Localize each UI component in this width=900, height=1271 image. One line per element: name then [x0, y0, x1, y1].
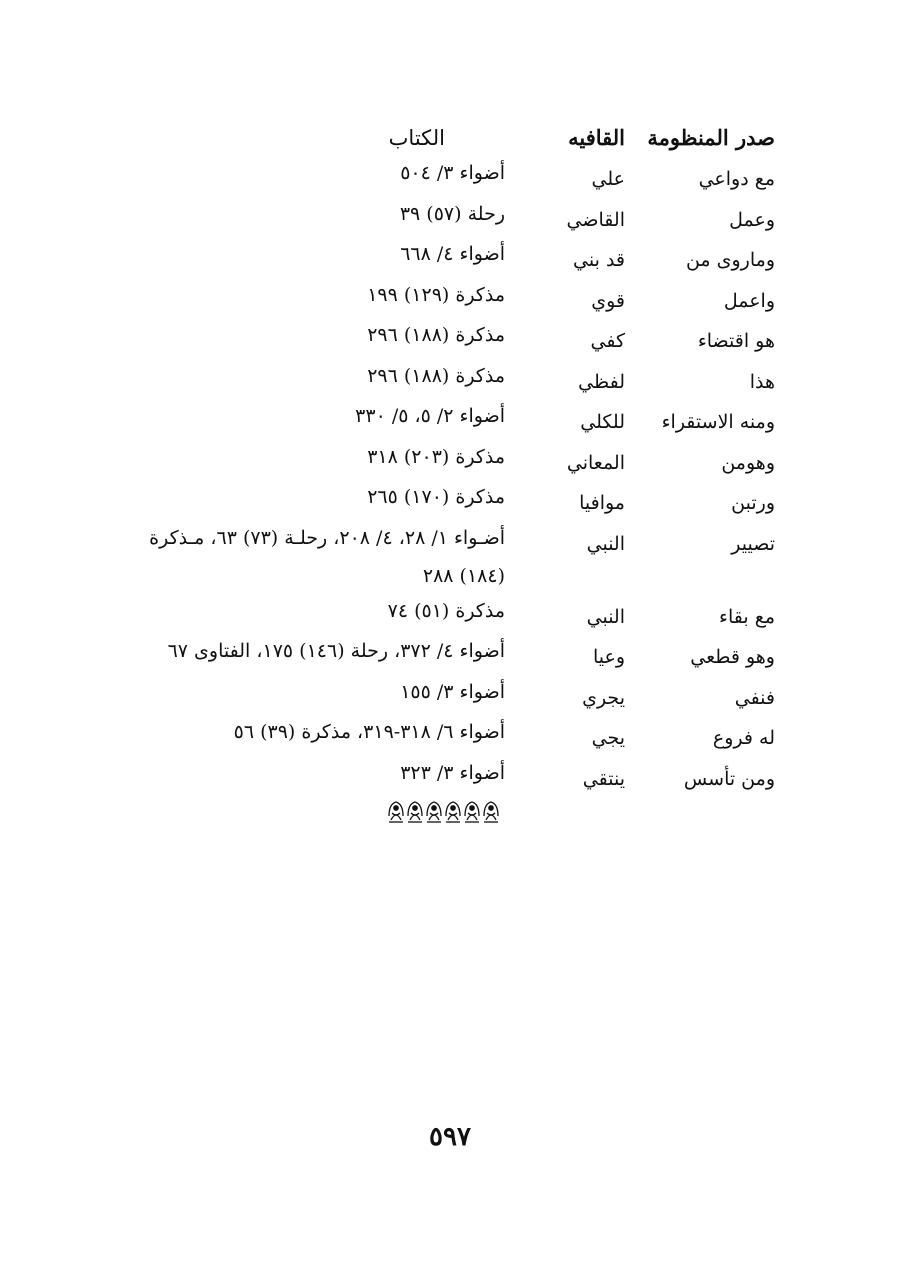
rhymes-index-table: [120, 118, 775, 798]
row-kitab: مذكرة (١٨٨) ٢٩٦: [367, 364, 505, 387]
row-qafia: يجي: [591, 727, 625, 749]
table-row: [120, 677, 775, 718]
row-kitab: مذكرة (١٨٨) ٢٩٦: [367, 324, 505, 346]
row-sadr: مع بقاء: [719, 605, 775, 628]
table-row: [120, 199, 775, 240]
table-row: [120, 523, 775, 596]
row-kitab: أضواء ٣/ ٣٢٣: [400, 761, 505, 784]
page-number: ٥٩٧: [429, 1122, 471, 1152]
row-kitab: رحلة (٥٧) ٣٩: [399, 202, 505, 225]
row-sadr: واعمل: [723, 289, 775, 312]
table-row: [120, 442, 775, 483]
table-row: [120, 280, 775, 321]
row-kitab: مذكرة (١٢٩) ١٩٩: [367, 283, 505, 306]
table-row: [120, 596, 775, 637]
table-row: [120, 758, 775, 799]
table-header-row: [120, 118, 775, 158]
row-kitab: أضواء ٢/ ٥، ٥/ ٣٣٠: [355, 405, 505, 427]
row-qafia: يجري: [582, 686, 625, 709]
row-kitab: مذكرة (١٧٠) ٢٦٥: [367, 486, 505, 508]
row-qafia: كفي: [590, 330, 625, 352]
header-sadr: صدر المنظومة: [647, 125, 775, 150]
table-row: [120, 482, 775, 523]
row-qafia: للكلي: [580, 411, 625, 433]
row-kitab: مذكرة (٥١) ٧٤: [387, 599, 505, 622]
header-kitab: الكتاب: [388, 126, 445, 150]
row-qafia: قد بني: [573, 249, 625, 271]
row-qafia: القاضي: [566, 208, 625, 231]
row-sadr: له فروع: [712, 727, 775, 749]
row-qafia: المعاني: [566, 451, 625, 474]
row-kitab: أضواء ٣/ ١٥٥: [400, 680, 505, 703]
row-qafia: وعيا: [592, 646, 625, 668]
row-qafia: النبي: [586, 532, 625, 555]
row-kitab: مذكرة (٢٠٣) ٣١٨: [367, 445, 505, 468]
row-sadr: وعمل: [729, 208, 775, 231]
row-kitab: أضواء ٤/ ٦٦٨: [400, 243, 505, 265]
table-row: [120, 636, 775, 677]
row-sadr: وهومن: [721, 451, 775, 474]
row-sadr: هو اقتضاء: [697, 330, 775, 352]
row-sadr: فنفي: [734, 686, 775, 709]
table-row: [120, 361, 775, 402]
table-row: [120, 158, 775, 199]
row-kitab: أضـواء ١/ ٢٨، ٤/ ٢٠٨، رحلـة (٧٣) ٦٣، مـذكرة (١٨٤) ٢٨٨: [149, 526, 505, 587]
row-sadr: وهو قطعي: [690, 646, 775, 668]
header-qafia: القافيه: [568, 125, 625, 150]
row-sadr: ورتبن: [731, 492, 775, 514]
table-row: [120, 401, 775, 442]
row-sadr: هذا: [749, 370, 775, 393]
row-kitab: أضواء ٤/ ٣٧٢، رحلة (١٤٦) ١٧٥، الفتاوى ٦٧: [167, 640, 505, 662]
floral-ornament-icon: [386, 796, 504, 826]
row-kitab: أضواء ٣/ ٥٠٤: [400, 162, 505, 184]
row-qafia: علي: [591, 168, 625, 190]
row-qafia: موافيا: [579, 492, 625, 514]
row-kitab: أضواء ٦/ ٣١٨-٣١٩، مذكرة (٣٩) ٥٦: [233, 721, 505, 743]
table-row: [120, 239, 775, 280]
row-qafia: النبي: [586, 605, 625, 628]
table-row: [120, 320, 775, 361]
row-qafia: لفظي: [578, 370, 625, 393]
table-row: [120, 717, 775, 758]
row-sadr: تصيير: [731, 532, 775, 555]
row-sadr: ومن تأسس: [683, 767, 775, 790]
row-qafia: ينتقي: [582, 767, 625, 790]
row-qafia: قوي: [591, 289, 625, 312]
row-sadr: ومنه الاستقراء: [661, 411, 775, 433]
row-sadr: مع دواعي: [698, 168, 775, 190]
row-sadr: وماروى من: [685, 249, 775, 271]
